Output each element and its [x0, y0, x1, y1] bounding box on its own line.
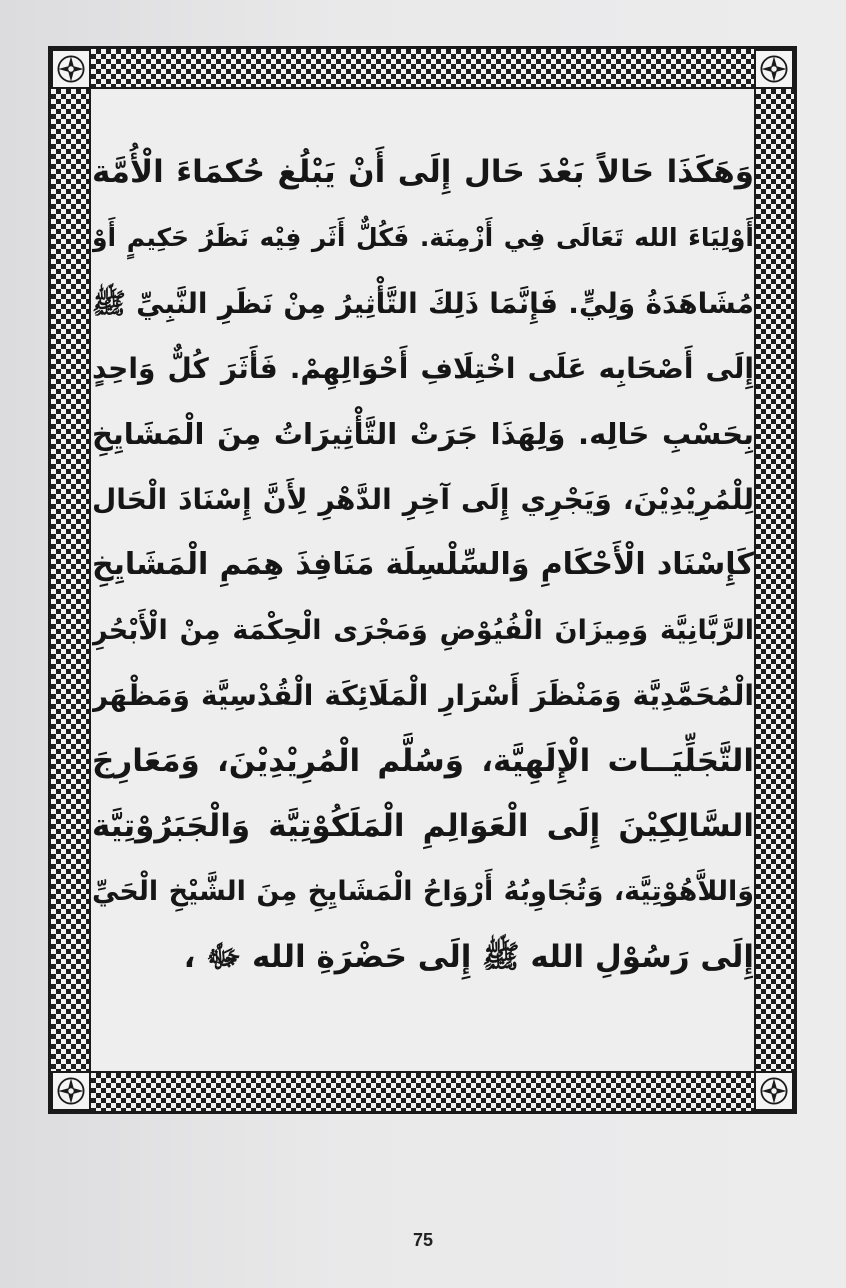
text-line: إِلَى أَصْحَابِه عَلَى اخْتِلَافِ أَحْوَالِهِمْ. فَأَثَرَ كُلٌّ وَاحِدٍ	[92, 352, 754, 386]
frame-border-right	[756, 49, 794, 1111]
text-line: الرَّبَّانِيَّة وَمِيزَانَ الْفُيُوْضِ وَمَجْرَى الْحِكْمَة مِنْ الْأَبْحُرِ	[92, 614, 754, 646]
text-line: وَهَكَذَا حَالاً بَعْدَ حَال إِلَى أَنْ يَبْلُغ حُكمَاءَ الْأُمَّة	[92, 154, 754, 190]
frame-border-bottom	[51, 1073, 794, 1111]
frame-border-top	[51, 49, 794, 87]
page-number: 75	[412, 1230, 434, 1250]
corner-ornament-icon	[51, 1071, 91, 1111]
text-line: وَاللاَّهُوْتِيَّة، وَتُجَاوِبُهُ أَرْوَاحُ الْمَشَايِخِ مِنَ الشَّيْخِ الْحَيِّ	[92, 876, 754, 908]
text-line: الْمُحَمَّدِيَّة وَمَنْظَرَ أَسْرَارِ الْمَلَائِكَة الْقُدْسِيَّة وَمَظْهَر	[92, 679, 754, 713]
frame-border-left	[51, 49, 89, 1111]
text-line: التَّجَلِّيَــات الْإِلَهِيَّة، وَسُلَّم الْمُرِيْدِيْنَ، وَمَعَارِجَ	[92, 742, 754, 779]
text-line: بِحَسْبِ حَالِه. وَلِهَذَا جَرَتْ التَّأْثِيرَاتُ مِنَ الْمَشَايِخِ	[92, 416, 754, 451]
text-line: لِلْمُرِيْدِيْنَ، وَيَجْرِي إِلَى آخِرِ الدَّهْرِ لِأَنَّ إِسْنَادَ الْحَال	[92, 482, 754, 516]
text-line: السَّالِكِيْنَ إِلَى الْعَوَالِمِ الْمَلَكُوْتِيَّة وَالْجَبَرُوْتِيَّة	[92, 807, 754, 844]
text-line: أَوْلِيَاءَ الله تَعَالَى فِي أَزْمِنَة. فَكُلٌّ أَثَر فِيْه نَظَرُ حَكِيمٍ أَوْ	[92, 223, 754, 253]
corner-ornament-icon	[754, 49, 794, 89]
text-line: كَإِسْنَاد الْأَحْكَامِ وَالسِّلْسِلَة مَنَافِذَ هِمَمِ الْمَشَايِخِ	[92, 547, 754, 583]
text-line: إِلَى رَسُوْلِ الله ﷺ إِلَى حَضْرَةِ الله ﷻ ،	[183, 938, 754, 975]
corner-ornament-icon	[754, 1071, 794, 1111]
arabic-text-block	[92, 140, 754, 990]
corner-ornament-icon	[51, 49, 91, 89]
text-line: مُشَاهَدَةُ وَلِيٍّ. فَإِنَّمَا ذَلِكَ التَّأْثِيرُ مِنْ نَظَرِ النَّبِيِّ ﷺ	[92, 286, 754, 320]
